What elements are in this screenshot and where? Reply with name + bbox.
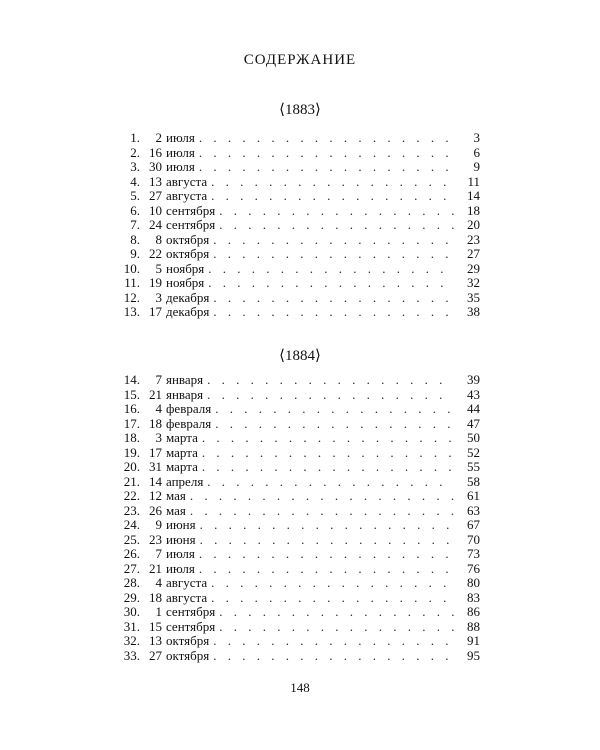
entry-number: 5. — [130, 188, 140, 203]
entry-day: 23 — [149, 531, 162, 547]
entry-month: мая — [166, 502, 186, 518]
entry-month: сентября — [166, 202, 216, 218]
entry-page-number: 18 — [467, 202, 480, 218]
entry-page-number: 20 — [467, 217, 480, 232]
entry-page-number: 86 — [467, 604, 480, 619]
entry-day: 21 — [149, 386, 162, 402]
toc-entry — [114, 175, 480, 190]
toc-entry — [114, 547, 480, 562]
entry-number: 15. — [123, 386, 140, 402]
toc-entry — [114, 373, 480, 388]
entry-page-number: 6 — [473, 144, 480, 160]
toc-entry — [114, 562, 480, 577]
entry-number: 9. — [130, 246, 140, 261]
toc-entry — [114, 446, 480, 461]
entry-number: 22. — [123, 488, 140, 503]
entry-page-number: 11 — [467, 173, 480, 189]
entry-month: сентября — [166, 217, 216, 232]
toc-entry — [114, 591, 480, 606]
entry-page-number: 14 — [467, 188, 480, 203]
entry-page-number: 88 — [467, 618, 480, 634]
dot-leader — [202, 446, 454, 461]
entry-month: июня — [166, 531, 196, 547]
dot-leader — [213, 291, 454, 306]
entry-number: 19. — [123, 444, 140, 460]
dot-leader — [199, 562, 454, 577]
entry-number: 16. — [123, 401, 140, 416]
dot-leader — [200, 518, 454, 533]
entry-month: мая — [166, 488, 186, 503]
toc-entry — [114, 160, 480, 175]
dot-leader — [211, 189, 454, 204]
entry-number: 14. — [123, 372, 140, 387]
toc-entry — [114, 204, 480, 219]
entry-month: ноября — [166, 275, 205, 290]
toc-entry — [114, 576, 480, 591]
dot-leader — [211, 175, 454, 190]
entry-month: декабря — [166, 289, 210, 305]
toc-list-1883 — [114, 131, 480, 320]
entry-day: 18 — [149, 415, 162, 431]
toc-entry — [114, 475, 480, 490]
dot-leader — [199, 131, 454, 146]
entry-number: 26. — [123, 546, 140, 561]
entry-number: 1. — [130, 130, 140, 145]
dot-leader — [199, 146, 454, 161]
toc-entry — [114, 131, 480, 146]
entry-number: 13. — [123, 304, 140, 319]
entry-page-number: 44 — [467, 401, 480, 416]
entry-day: 19 — [149, 275, 162, 290]
entry-month: июля — [166, 144, 195, 160]
entry-day: 27 — [149, 647, 162, 663]
toc-entry — [114, 189, 480, 204]
entry-number: 21. — [123, 473, 140, 489]
toc-entry — [114, 533, 480, 548]
entry-day: 18 — [149, 589, 162, 605]
dot-leader — [219, 218, 454, 233]
entry-day: 1 — [155, 604, 162, 619]
entry-page-number: 32 — [467, 275, 480, 290]
toc-entry — [114, 388, 480, 403]
dot-leader — [219, 204, 454, 219]
entry-day: 31 — [149, 459, 162, 474]
entry-day: 27 — [149, 188, 162, 203]
entry-month: июля — [166, 159, 195, 174]
entry-page-number: 3 — [473, 130, 480, 145]
entry-page-number: 47 — [467, 415, 480, 431]
dot-leader — [213, 305, 454, 320]
entry-day: 13 — [149, 173, 162, 189]
entry-month: марта — [166, 459, 198, 474]
entry-page-number: 70 — [467, 531, 480, 547]
entry-day: 9 — [155, 517, 162, 532]
entry-number: 10. — [123, 260, 140, 276]
toc-entry — [114, 233, 480, 248]
toc-entry — [114, 460, 480, 475]
entry-day: 7 — [155, 372, 162, 387]
toc-entry — [114, 504, 480, 519]
entry-page-number: 38 — [467, 304, 480, 319]
entry-month: февраля — [166, 401, 212, 416]
toc-entry — [114, 605, 480, 620]
dot-leader — [207, 388, 454, 403]
entry-number: 33. — [123, 647, 140, 663]
entry-day: 8 — [155, 231, 162, 247]
dot-leader — [199, 160, 454, 175]
entry-day: 5 — [155, 260, 162, 276]
entry-day: 26 — [149, 502, 162, 518]
toc-entry — [114, 649, 480, 664]
entry-number: 18. — [123, 430, 140, 445]
toc-entry — [114, 417, 480, 432]
dot-leader — [213, 649, 454, 664]
entry-page-number: 61 — [467, 488, 480, 503]
toc-entry — [114, 620, 480, 635]
entry-page-number: 67 — [467, 517, 480, 532]
entry-number: 32. — [123, 633, 140, 648]
entry-month: октября — [166, 246, 210, 261]
dot-leader — [215, 402, 454, 417]
toc-entry — [114, 218, 480, 233]
dot-leader — [208, 276, 454, 291]
entry-page-number: 52 — [467, 444, 480, 460]
dot-leader — [213, 233, 454, 248]
entry-number: 8. — [130, 231, 140, 247]
entry-number: 2. — [130, 144, 140, 160]
toc-entry — [114, 305, 480, 320]
entry-month: августа — [166, 575, 208, 590]
entry-month: июня — [166, 517, 196, 532]
entry-month: октября — [166, 647, 210, 663]
entry-month: февраля — [166, 415, 212, 431]
entry-month: августа — [166, 173, 208, 189]
entry-number: 25. — [123, 531, 140, 547]
entry-page-number: 91 — [467, 633, 480, 648]
entry-page-number: 43 — [467, 386, 480, 402]
entry-page-number: 35 — [467, 289, 480, 305]
entry-day: 15 — [149, 618, 162, 634]
toc-entry — [114, 634, 480, 649]
entry-number: 12. — [123, 289, 140, 305]
entry-day: 4 — [155, 575, 162, 590]
entry-month: июля — [166, 130, 195, 145]
entry-month: октября — [166, 231, 210, 247]
entry-month: января — [166, 386, 204, 402]
dot-leader — [211, 576, 454, 591]
dot-leader — [208, 262, 454, 277]
entry-month: марта — [166, 444, 198, 460]
toc-entry — [114, 402, 480, 417]
entry-month: сентября — [166, 618, 216, 634]
page-title: СОДЕРЖАНИЕ — [243, 52, 357, 68]
entry-number: 6. — [130, 202, 140, 218]
entry-month: июля — [166, 546, 195, 561]
entry-number: 27. — [123, 560, 140, 576]
entry-page-number: 39 — [467, 372, 480, 387]
dot-leader — [213, 634, 454, 649]
toc-entry — [114, 247, 480, 262]
entry-day: 21 — [149, 560, 162, 576]
dot-leader — [200, 533, 454, 548]
entry-day: 3 — [155, 430, 162, 445]
entry-page-number: 50 — [467, 430, 480, 445]
entry-month: января — [166, 372, 204, 387]
page-number: 148 — [290, 680, 310, 695]
entry-day: 24 — [149, 217, 162, 232]
dot-leader — [207, 475, 454, 490]
entry-page-number: 29 — [467, 260, 480, 276]
dot-leader — [202, 431, 454, 446]
toc-entry — [114, 518, 480, 533]
dot-leader — [215, 417, 454, 432]
toc-entry — [114, 262, 480, 277]
entry-number: 31. — [123, 618, 140, 634]
entry-page-number: 80 — [467, 575, 480, 590]
entry-number: 3. — [130, 159, 140, 174]
dot-leader — [219, 605, 454, 620]
entry-number: 4. — [130, 173, 140, 189]
entry-number: 23. — [123, 502, 140, 518]
entry-day: 7 — [155, 546, 162, 561]
entry-month: апреля — [166, 473, 204, 489]
entry-number: 24. — [123, 517, 140, 532]
entry-month: августа — [166, 589, 208, 605]
entry-day: 17 — [149, 304, 162, 319]
entry-number: 11. — [124, 275, 140, 290]
dot-leader — [213, 247, 454, 262]
entry-page-number: 55 — [467, 459, 480, 474]
entry-day: 13 — [149, 633, 162, 648]
entry-page-number: 9 — [473, 159, 480, 174]
toc-entry — [114, 146, 480, 161]
dot-leader — [190, 489, 454, 504]
entry-page-number: 83 — [467, 589, 480, 605]
entry-day: 16 — [149, 144, 162, 160]
entry-month: июля — [166, 560, 195, 576]
entry-number: 30. — [123, 604, 140, 619]
entry-page-number: 73 — [467, 546, 480, 561]
entry-month: сентября — [166, 604, 216, 619]
toc-entry — [114, 431, 480, 446]
dot-leader — [190, 504, 454, 519]
entry-month: августа — [166, 188, 208, 203]
toc-list-1884 — [114, 373, 480, 663]
entry-day: 2 — [155, 130, 162, 145]
entry-day: 3 — [155, 289, 162, 305]
entry-number: 28. — [123, 575, 140, 590]
toc-entry — [114, 489, 480, 504]
dot-leader — [207, 373, 454, 388]
entry-month: октября — [166, 633, 210, 648]
entry-number: 20. — [123, 459, 140, 474]
entry-day: 17 — [149, 444, 162, 460]
entry-month: ноября — [166, 260, 205, 276]
entry-day: 4 — [155, 401, 162, 416]
entry-page-number: 63 — [467, 502, 480, 518]
section-heading-1884: ⟨1884⟩ — [279, 348, 321, 364]
entry-page-number: 95 — [467, 647, 480, 663]
entry-page-number: 23 — [467, 231, 480, 247]
entry-day: 14 — [149, 473, 162, 489]
toc-entry — [114, 291, 480, 306]
entry-page-number: 27 — [467, 246, 480, 261]
toc-entry — [114, 276, 480, 291]
entry-month: марта — [166, 430, 198, 445]
entry-day: 12 — [149, 488, 162, 503]
entry-page-number: 58 — [467, 473, 480, 489]
entry-page-number: 76 — [467, 560, 480, 576]
entry-number: 7. — [130, 217, 140, 232]
dot-leader — [219, 620, 454, 635]
section-heading-1883: ⟨1883⟩ — [279, 102, 321, 118]
entry-month: декабря — [166, 304, 210, 319]
entry-day: 22 — [149, 246, 162, 261]
dot-leader — [202, 460, 454, 475]
entry-number: 29. — [123, 589, 140, 605]
dot-leader — [199, 547, 454, 562]
entry-number: 17. — [123, 415, 140, 431]
dot-leader — [211, 591, 454, 606]
entry-day: 10 — [149, 202, 162, 218]
entry-day: 30 — [149, 159, 162, 174]
